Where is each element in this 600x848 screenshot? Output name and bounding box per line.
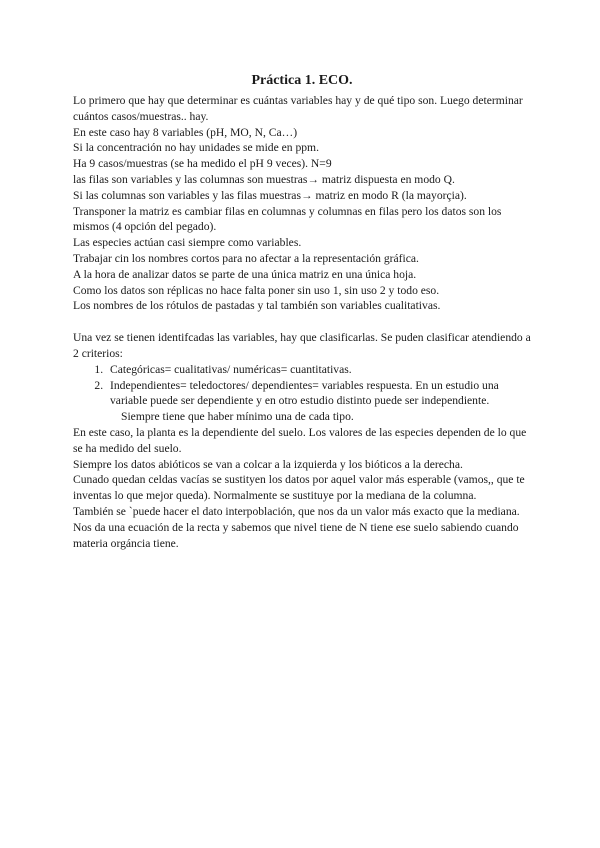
paragraph: Las especies actúan casi siempre como variables. [73,236,302,250]
paragraph: Si la concentración no hay unidades se mide en ppm. [73,141,319,155]
paragraph: En este caso, la planta es la dependiente del suelo. Los valores de las especies dependen de lo que se ha medido del suelo. [73,425,527,455]
paragraph: Los nombres de los rótulos de pastadas y tal también son variables cualitativas. [73,299,441,313]
criteria-list [73,362,531,425]
paragraph: Transponer la matriz es cambiar filas en columnas y columnas en filas pero los datos son los mismos (4 opción del pegado). [73,204,502,234]
paragraph: A la hora de analizar datos se parte de una única matriz en una única hoja. [73,267,417,281]
document-page [73,72,531,551]
list-item [106,362,531,378]
paragraph: Una vez se tienen identifcadas las variables, hay que clasificarlas. Se puden clasificar atendiendo a 2 criterios: [73,331,531,360]
paragraph: las filas son variables y las columnas son muestras→ matriz dispuesta en modo Q. [73,172,455,186]
paragraph: También se `puede hacer el dato interpoblación, que nos da un valor más exacto que la mediana. Nos da una ecuación de la recta y sabemos que nivel tiene de N tiene ese suelo sabiendo cuando materia orgáncia tiene. [73,504,520,550]
paragraph: Como los datos son réplicas no hace falta poner sin uso 1, sin uso 2 y todo eso. [73,283,440,297]
list-item-text: Categóricas= cualitativas/ numéricas= cuantitativas. [110,362,352,376]
criteria-note: Siempre tiene que haber mínimo una de cada tipo. [121,410,354,424]
list-item [106,378,531,425]
paragraph: Trabajar cin los nombres cortos para no afectar a la representación gráfica. [73,251,419,265]
list-item-text: Independientes= teledoctores/ dependientes= variables respuesta. En un estudio una variable puede ser dependiente y en otro estudio distinto puede ser independiente. [110,378,499,408]
section-classification [73,330,531,551]
document-title: Práctica 1. ECO. [251,73,353,88]
blank-line [73,314,531,330]
paragraph: Ha 9 casos/muestras (se ha medido el pH 9 veces). N=9 [73,157,332,171]
section-intro [73,93,531,314]
paragraph: Cunado quedan celdas vacías se sustityen los datos por aquel valor más esperable (vamos,, que te inventas lo que mejor queda). Normalmente se sustituye por la mediana de la columna. [73,473,525,503]
paragraph: En este caso hay 8 variables (pH, MO, N, Ca…) [73,125,298,139]
paragraph: Si las columnas son variables y las filas muestras→ matriz en modo R (la mayorçia). [73,188,467,202]
paragraph: Lo primero que hay que determinar es cuántas variables hay y de qué tipo son. Luego determinar cuántos casos/muestras.. hay. [73,94,523,123]
paragraph: Siempre los datos abióticos se van a colcar a la izquierda y los bióticos a la derecha. [73,457,463,471]
